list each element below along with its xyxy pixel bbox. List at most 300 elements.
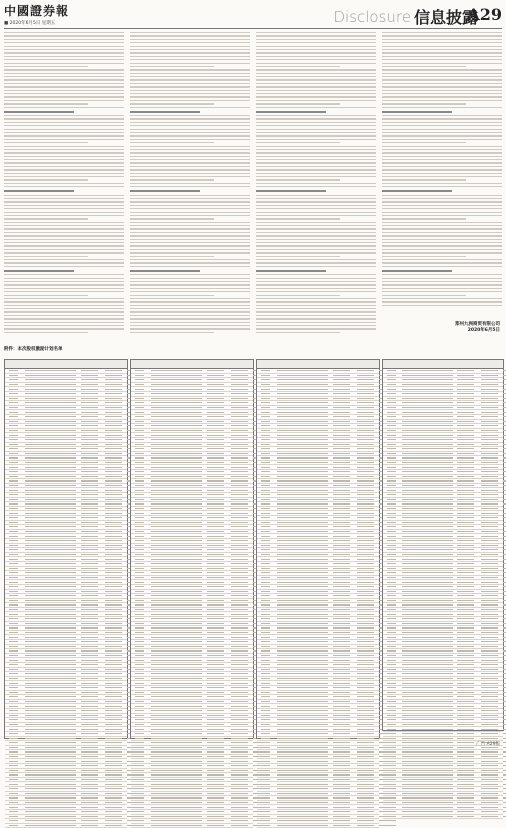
table-cell	[402, 393, 452, 394]
table-cell	[481, 650, 498, 651]
table-cell	[231, 513, 248, 514]
table-cell	[25, 784, 76, 785]
table-cell	[457, 471, 474, 472]
table-cell	[333, 430, 350, 431]
table-cell	[333, 499, 350, 500]
table-cell	[261, 421, 271, 422]
table-cell	[457, 526, 474, 527]
table-cell	[9, 779, 19, 780]
text-line	[4, 96, 124, 97]
table-cell	[277, 715, 328, 716]
table-cell	[457, 513, 474, 514]
table-cell	[457, 545, 474, 546]
table-cell	[151, 457, 202, 458]
table-cell	[277, 802, 328, 803]
table-cell	[81, 646, 98, 647]
table-cell	[333, 572, 350, 573]
table-cell	[9, 435, 19, 436]
text-line	[256, 242, 376, 243]
table-cell	[481, 729, 498, 730]
table-cell	[81, 692, 98, 693]
text-line	[130, 156, 250, 157]
table-cell	[151, 788, 202, 789]
table-cell	[81, 412, 98, 413]
table-cell	[151, 513, 202, 514]
text-line	[130, 190, 200, 192]
table-cell	[402, 577, 452, 578]
table-cell	[333, 476, 350, 477]
table-cell	[81, 545, 98, 546]
table-cell	[387, 402, 397, 403]
table-cell	[151, 641, 202, 642]
table-cell	[387, 811, 397, 812]
text-line	[4, 332, 88, 333]
table-cell	[387, 476, 397, 477]
table-cell	[387, 738, 397, 739]
text-line	[4, 122, 124, 123]
table-cell	[9, 793, 19, 794]
table-cell	[151, 779, 202, 780]
table-cell	[9, 545, 19, 546]
table-cell	[207, 715, 224, 716]
text-line	[382, 183, 502, 184]
table-cell	[357, 678, 374, 679]
table-cell	[402, 480, 452, 481]
table-cell	[151, 508, 202, 509]
table-cell	[231, 825, 248, 826]
table-cell	[9, 788, 19, 789]
table-cell	[402, 531, 452, 532]
table-cell	[402, 650, 452, 651]
table-cell	[387, 724, 397, 725]
table-cell	[231, 402, 248, 403]
table-cell	[457, 816, 474, 817]
table-cell	[231, 600, 248, 601]
table-cell	[402, 729, 452, 730]
table-cell	[25, 508, 76, 509]
table-cell	[207, 545, 224, 546]
table-cell	[135, 499, 145, 500]
table-cell	[402, 738, 452, 739]
table-cell	[277, 751, 328, 752]
table-cell	[481, 416, 498, 417]
text-line	[130, 146, 250, 147]
table-cell	[105, 430, 122, 431]
table-cell	[151, 692, 202, 693]
table-cell	[231, 384, 248, 385]
table-cell	[357, 701, 374, 702]
table-cell	[333, 526, 350, 527]
table-cell	[261, 467, 271, 468]
table-cell	[231, 499, 248, 500]
table-cell	[277, 462, 328, 463]
table-cell	[105, 540, 122, 541]
table-cell	[151, 421, 202, 422]
table-cell	[402, 627, 452, 628]
text-line	[4, 146, 124, 147]
text-line	[256, 318, 376, 319]
table-cell	[261, 756, 271, 757]
table-cell	[25, 416, 76, 417]
table-cell	[481, 540, 498, 541]
signature-block	[380, 322, 500, 334]
table-cell	[379, 820, 396, 821]
table-cell	[231, 471, 248, 472]
table-cell	[25, 554, 76, 555]
table-cell	[333, 471, 350, 472]
table-cell	[277, 632, 328, 633]
table-cell	[231, 490, 248, 491]
table-cell	[81, 384, 98, 385]
table-cell	[81, 627, 98, 628]
table-cell	[387, 646, 397, 647]
table-cell	[9, 467, 19, 468]
table-cell	[357, 563, 374, 564]
text-line	[130, 86, 250, 87]
text-line	[4, 166, 124, 167]
table-cell	[481, 761, 498, 762]
table-cell	[25, 526, 76, 527]
table-cell	[9, 517, 19, 518]
table-cell	[457, 751, 474, 752]
table-cell	[207, 623, 224, 624]
table-cell	[207, 765, 224, 766]
table-cell	[135, 531, 145, 532]
table-cell	[357, 669, 374, 670]
table-cell	[333, 811, 350, 812]
text-line	[130, 35, 250, 36]
table-cell	[333, 678, 350, 679]
table-cell	[231, 729, 248, 730]
table-cell	[231, 811, 248, 812]
table-cell	[25, 756, 76, 757]
table-cell	[231, 802, 248, 803]
table-cell	[81, 820, 98, 821]
text-line	[4, 90, 124, 91]
table-cell	[333, 770, 350, 771]
text-line	[4, 59, 124, 60]
table-cell	[402, 761, 452, 762]
table-cell	[105, 683, 122, 684]
table-cell	[25, 747, 76, 748]
table-cell	[25, 444, 76, 445]
text-line	[256, 66, 340, 67]
table-cell	[105, 811, 122, 812]
table-cell	[457, 370, 474, 371]
table-cell	[105, 788, 122, 789]
table-cell	[402, 476, 452, 477]
table-cell	[207, 627, 224, 628]
table-cell	[81, 641, 98, 642]
table-cell	[81, 604, 98, 605]
table-cell	[135, 526, 145, 527]
table-cell	[387, 480, 397, 481]
table-cell	[402, 816, 452, 817]
text-line	[256, 311, 376, 312]
text-line	[256, 132, 376, 133]
table-cell	[481, 756, 498, 757]
table-cell	[151, 393, 202, 394]
table-cell	[207, 370, 224, 371]
table-cell	[457, 485, 474, 486]
table-cell	[207, 407, 224, 408]
table-cell	[151, 499, 202, 500]
text-line	[130, 266, 250, 267]
table-cell	[81, 807, 98, 808]
table-cell	[25, 448, 76, 449]
table-cell	[261, 425, 271, 426]
text-line	[382, 242, 502, 243]
table-cell	[402, 595, 452, 596]
text-line	[256, 259, 376, 260]
table-cell	[9, 729, 19, 730]
table-cell	[25, 540, 76, 541]
text-line	[256, 195, 376, 196]
table-cell	[261, 825, 271, 826]
table-cell	[357, 549, 374, 550]
table-cell	[387, 457, 397, 458]
table-cell	[105, 591, 122, 592]
text-line	[256, 42, 376, 43]
table-cell	[81, 669, 98, 670]
table-cell	[277, 375, 328, 376]
table-cell	[105, 678, 122, 679]
table-cell	[25, 623, 76, 624]
table-cell	[481, 402, 498, 403]
table-cell	[231, 627, 248, 628]
table-cell	[25, 375, 76, 376]
table-cell	[151, 490, 202, 491]
table-cell	[387, 756, 397, 757]
text-line	[382, 162, 502, 163]
table-cell	[231, 457, 248, 458]
table-cell	[135, 664, 145, 665]
table-cell	[231, 742, 248, 743]
table-cell	[25, 435, 76, 436]
table-cell	[207, 793, 224, 794]
table-cell	[207, 393, 224, 394]
table-cell	[135, 457, 145, 458]
table-cell	[387, 536, 397, 537]
table-cell	[151, 701, 202, 702]
text-line	[4, 125, 124, 126]
table-cell	[9, 421, 19, 422]
text-line	[130, 201, 250, 202]
table-cell	[333, 609, 350, 610]
text-line	[4, 318, 124, 319]
text-line	[4, 225, 124, 226]
table-cell	[9, 398, 19, 399]
table-cell	[231, 756, 248, 757]
table-cell	[277, 490, 328, 491]
table-cell	[81, 609, 98, 610]
table-cell	[105, 774, 122, 775]
table-cell	[481, 816, 498, 817]
text-line	[4, 262, 124, 263]
table-cell	[457, 421, 474, 422]
table-cell	[207, 499, 224, 500]
table-cell	[481, 503, 498, 504]
table-cell	[135, 825, 145, 826]
table-cell	[231, 407, 248, 408]
text-line	[256, 186, 376, 187]
text-line	[382, 239, 502, 240]
table-cell	[231, 641, 248, 642]
table-cell	[135, 627, 145, 628]
table-cell	[81, 398, 98, 399]
table-cell	[151, 480, 202, 481]
table-cell	[457, 540, 474, 541]
text-line	[130, 118, 250, 119]
table-cell	[333, 582, 350, 583]
text-line	[4, 35, 124, 36]
table-cell	[9, 591, 19, 592]
text-line	[382, 56, 502, 57]
table-cell	[387, 499, 397, 500]
table-cell	[261, 604, 271, 605]
table-cell	[357, 536, 374, 537]
table-cell	[357, 586, 374, 587]
table-cell	[9, 412, 19, 413]
table-cell	[277, 513, 328, 514]
table-cell	[357, 540, 374, 541]
table-cell	[25, 494, 76, 495]
table-cell	[207, 742, 224, 743]
text-line	[130, 179, 214, 180]
table-cell	[261, 646, 271, 647]
table-cell	[151, 430, 202, 431]
table-cell	[277, 476, 328, 477]
text-line	[256, 308, 376, 309]
table-cell	[81, 375, 98, 376]
table-cell	[105, 770, 122, 771]
text-line	[256, 152, 376, 153]
text-line	[130, 107, 250, 108]
table-cell	[9, 816, 19, 817]
text-line	[130, 100, 250, 101]
table-cell	[151, 646, 202, 647]
table-cell	[481, 480, 498, 481]
table-cell	[387, 526, 397, 527]
table-cell	[333, 559, 350, 560]
table-cell	[261, 623, 271, 624]
table-cell	[207, 788, 224, 789]
table-cell	[81, 591, 98, 592]
table-cell	[151, 706, 202, 707]
text-line	[130, 325, 250, 326]
table-cell	[277, 448, 328, 449]
table-cell	[151, 627, 202, 628]
table-cell	[105, 389, 122, 390]
table-cell	[333, 683, 350, 684]
table-cell	[333, 627, 350, 628]
table-cell	[481, 692, 498, 693]
table-cell	[481, 600, 498, 601]
table-cell	[81, 503, 98, 504]
text-line	[130, 73, 250, 74]
table-cell	[207, 554, 224, 555]
table-cell	[25, 724, 76, 725]
table-cell	[105, 398, 122, 399]
table-cell	[402, 733, 452, 734]
table-cell	[151, 673, 202, 674]
table-cell	[277, 609, 328, 610]
table-cell	[457, 632, 474, 633]
table-cell	[9, 820, 19, 821]
table-cell	[481, 421, 498, 422]
table-cell	[333, 669, 350, 670]
table-cell	[25, 503, 76, 504]
text-line	[382, 252, 502, 253]
table-cell	[357, 467, 374, 468]
table-cell	[402, 540, 452, 541]
table-cell	[481, 701, 498, 702]
table-cell	[402, 416, 452, 417]
table-cell	[333, 416, 350, 417]
table-cell	[135, 774, 145, 775]
table-cell	[9, 738, 19, 739]
table-cell	[9, 490, 19, 491]
table-cell	[357, 779, 374, 780]
table-cell	[105, 751, 122, 752]
table-cell	[135, 416, 145, 417]
table-cell	[9, 508, 19, 509]
table-cell	[481, 412, 498, 413]
table-cell	[402, 457, 452, 458]
table-cell	[481, 375, 498, 376]
table-cell	[457, 522, 474, 523]
table-cell	[151, 678, 202, 679]
table-cell	[9, 733, 19, 734]
table-cell	[261, 549, 271, 550]
table-cell	[387, 793, 397, 794]
table-cell	[277, 526, 328, 527]
table-cell	[207, 444, 224, 445]
table-cell	[357, 729, 374, 730]
text-line	[130, 245, 250, 246]
table-cell	[481, 641, 498, 642]
table-cell	[357, 375, 374, 376]
table-cell	[387, 503, 397, 504]
table-cell	[333, 595, 350, 596]
table-cell	[135, 586, 145, 587]
table-cell	[151, 816, 202, 817]
table-cell	[357, 715, 374, 716]
table-cell	[277, 701, 328, 702]
table-cell	[277, 673, 328, 674]
table-cell	[457, 531, 474, 532]
text-line	[256, 298, 376, 299]
table-cell	[333, 797, 350, 798]
table-cell	[151, 526, 202, 527]
table-cell	[261, 701, 271, 702]
text-line	[4, 222, 124, 223]
table-cell	[207, 664, 224, 665]
table-cell	[151, 402, 202, 403]
table-cell	[261, 692, 271, 693]
text-line	[4, 259, 124, 260]
table-cell	[457, 655, 474, 656]
table-cell	[151, 536, 202, 537]
table-cell	[81, 513, 98, 514]
table-cell	[135, 513, 145, 514]
table-cell	[105, 379, 122, 380]
table-cell	[9, 678, 19, 679]
signature-date: 2020年6月5日	[467, 328, 500, 333]
table-cell	[105, 526, 122, 527]
text-line	[4, 76, 124, 77]
table-cell	[25, 536, 76, 537]
